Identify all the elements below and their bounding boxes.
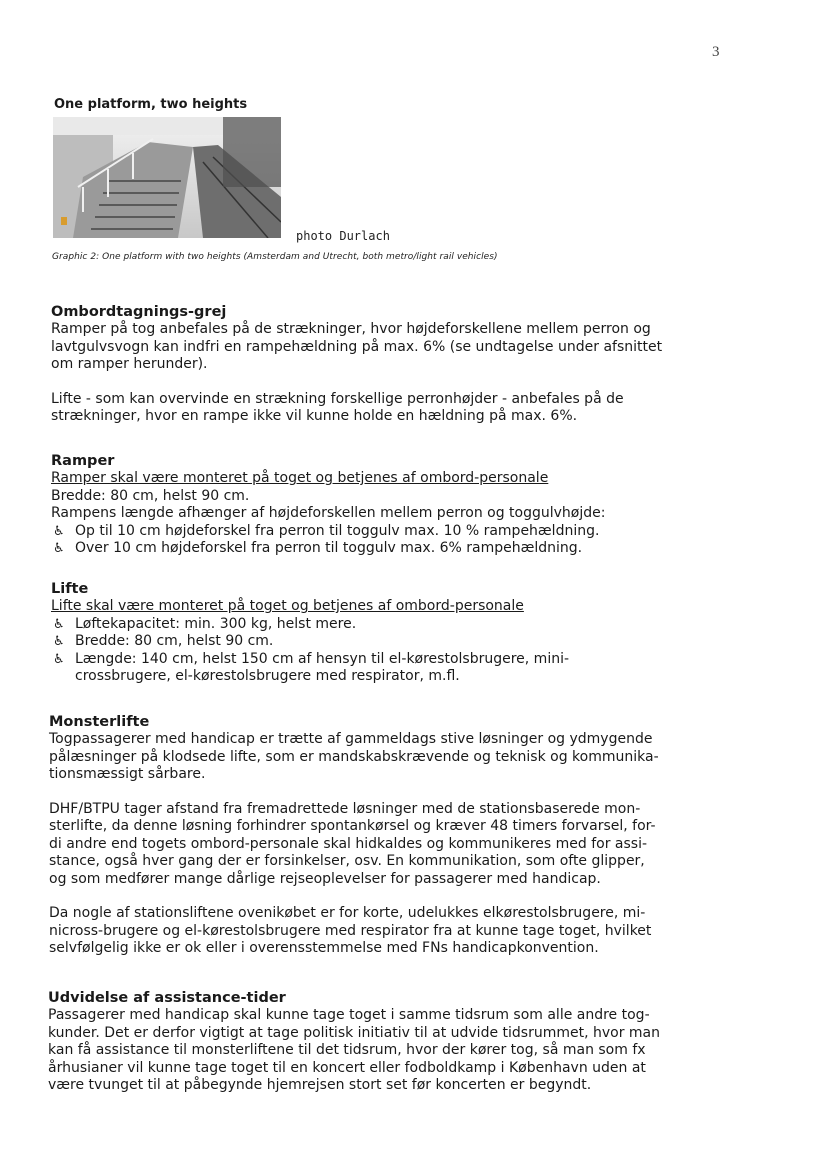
figure-title: One platform, two heights <box>54 97 248 112</box>
figure-caption: Graphic 2: One platform with two heights (Amsterdam and Utrecht, both metro/light rail vehicles) <box>52 252 498 262</box>
page-number: 3 <box>712 44 720 60</box>
text-line: tionsmæssigt sårbare. <box>49 766 206 782</box>
wheelchair-icon: ♿ <box>53 651 65 667</box>
section-heading: Ombordtagnings-grej <box>51 304 227 320</box>
wheelchair-icon: ♿ <box>53 616 65 632</box>
text-line: og som medfører mange dårlige rejseoplevelser for passagerer med handicap. <box>49 870 601 887</box>
text-line: kunder. Det er derfor vigtigt at tage politisk initiativ til at udvide tidsrummet, hvor man <box>48 1024 661 1041</box>
list-item: ♿ Bredde: 80 cm, helst 90 cm. <box>53 633 274 649</box>
text-line: selvfølgelig ikke er ok eller i overensstemmelse med FNs handicapkonvention. <box>49 940 599 956</box>
text-line: kan få assistance til monsterliftene til det tidsrum, hvor der kører tog, så man som fx <box>48 1042 646 1058</box>
wheelchair-icon: ♿ <box>53 541 65 556</box>
text-line: århusianer vil kunne tage toget til en koncert eller fodboldkamp i København uden at <box>48 1059 646 1076</box>
section-udvidelse <box>48 989 660 1095</box>
list-item: ♿ Op til 10 cm højdeforskel fra perron til toggulv max. 10 % rampehældning. <box>53 522 600 539</box>
section-heading: Monsterlifte <box>49 714 150 730</box>
photo-credit: photo Durlach <box>296 229 390 243</box>
text-line: Passagerer med handicap skal kunne tage toget i samme tidsrum som alle andre tog- <box>48 1007 650 1023</box>
text-line: di andre end togets ombord-personale skal hidkaldes og kommunikeres med for assi- <box>49 835 648 852</box>
text-line: nicross-brugere og el-kørestolsbrugere med respirator fra at kunne tage toget, hvilket <box>49 922 652 939</box>
text-line: Da nogle af stationsliftene ovenikøbet er for korte, udelukkes elkørestolsbrugere, mi- <box>49 905 646 921</box>
text-line: pålæsninger på klodsede lifte, som er mandskabskrævende og teknisk og kommunika- <box>49 748 659 765</box>
section-heading: Udvidelse af assistance-tider <box>48 990 286 1006</box>
text-line: strækninger, hvor en rampe ikke vil kunne holde en hældning på max. 6%. <box>51 408 578 424</box>
requirement-line: Ramper skal være monteret på toget og betjenes af ombord-personale <box>51 470 549 486</box>
section-heading: Ramper <box>51 453 115 469</box>
text-line: om ramper herunder). <box>51 356 208 372</box>
text-line: sterlifte, da denne løsning forhindrer spontankørsel og kræver 48 timers forvarsel, for- <box>49 818 656 834</box>
text-line: DHF/BTPU tager afstand fra fremadrettede løsninger med de stationsbaserede mon- <box>49 800 641 817</box>
text-line: være tvunget til at påbegynde hjemrejsen stort set før koncerten er begyndt. <box>48 1077 592 1093</box>
section-heading: Lifte <box>51 581 89 597</box>
requirement-line: Lifte skal være monteret på toget og betjenes af ombord-personale <box>51 598 524 614</box>
text-line: Bredde: 80 cm, helst 90 cm. <box>51 487 250 504</box>
section-lifte <box>51 580 569 686</box>
list-item: ♿ Længde: 140 cm, helst 150 cm af hensyn til el-kørestolsbrugere, mini- crossbrugere, el-kørestolsbrugere med respirator, m.fl. <box>53 650 570 684</box>
wheelchair-icon: ♿ <box>53 523 65 539</box>
section-ramper <box>51 452 605 558</box>
text-line: Togpassagerer med handicap er trætte af gammeldags stive løsninger og ydmygende <box>49 731 653 747</box>
section-ombord <box>51 303 662 426</box>
text-line: Ramper på tog anbefales på de strækninger, hvor højdeforskellene mellem perron og <box>51 321 651 337</box>
platform-photo <box>53 117 281 238</box>
text-line: Rampens længde afhænger af højdeforskellen mellem perron og toggulvhøjde: <box>51 505 606 521</box>
list-item: ♿ Løftekapacitet: min. 300 kg, helst mere. <box>53 615 357 632</box>
text-line: Lifte - som kan overvinde en strækning forskellige perronhøjder - anbefales på de <box>51 390 624 407</box>
text-line: stance, også hver gang der er forsinkelser, osv. En kommunikation, som ofte glipper, <box>49 853 645 869</box>
section-monsterlifte <box>49 713 659 958</box>
list-item: ♿ Over 10 cm højdeforskel fra perron til toggulv max. 6% rampehældning. <box>53 540 583 556</box>
text-line: lavtgulvsvogn kan indfri en rampehældning på max. 6% (se undtagelse under afsnittet <box>51 338 663 355</box>
wheelchair-icon: ♿ <box>53 634 65 649</box>
